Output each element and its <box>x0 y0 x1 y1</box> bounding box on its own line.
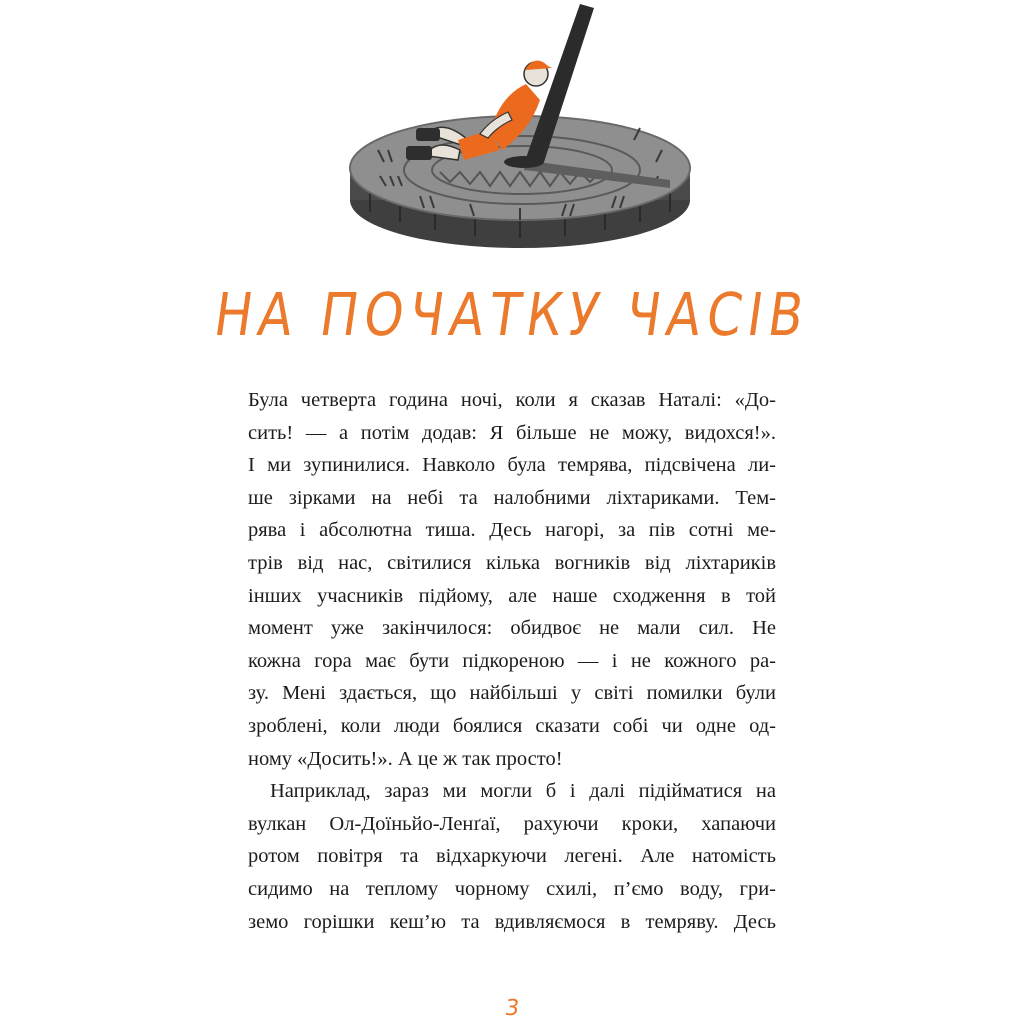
text-line: трів від нас, світилися кілька вогників від ліхтариків <box>248 551 776 574</box>
text-line: сидимо на теплому чорному схилі, п’ємо воду, гри- <box>248 877 776 900</box>
text-line: інших учасників підйому, але наше сходження в той <box>248 584 776 607</box>
text-line: рява і абсолютна тиша. Десь нагорі, за пів сотні ме- <box>248 519 776 542</box>
text-line: ше зірками на небі та налобними ліхтариками. Тем- <box>248 486 776 509</box>
chapter-title: НА ПОЧАТКУ ЧАСІВ <box>210 280 814 350</box>
text-line: зроблені, коли люди боялися сказати собі чи одне од- <box>248 714 776 737</box>
text-line: Наприклад, зараз ми могли б і далі підійматися на <box>270 780 776 803</box>
text-line: земо горішки кеш’ю та вдивляємося в темряву. Десь <box>248 910 776 933</box>
sundial-illustration <box>340 0 700 260</box>
sundial-illustration-icon <box>340 0 700 260</box>
text-line: ному «Досить!». А це ж так просто! <box>248 747 563 770</box>
text-line: І ми зупинилися. Навколо була темрява, підсвічена ли- <box>248 454 776 477</box>
text-line: Була четверта година ночі, коли я сказав Наталі: «До- <box>248 389 776 411</box>
text-line: момент уже закінчилося: обидвоє не мали сил. Не <box>248 617 776 640</box>
text-line: ротом повітря та відхаркуючи легені. Але натомість <box>248 845 776 868</box>
text-line: зу. Мені здається, що найбільші у світі помилки були <box>248 682 776 705</box>
body-text <box>248 384 776 938</box>
text-line: сить! — а потім додав: Я більше не можу, видохся!». <box>248 421 776 444</box>
text-line: кожна гора має бути підкореною — і не кожного ра- <box>248 649 776 672</box>
text-line: вулкан Ол-Доїньйо-Ленґаї, рахуючи кроки, хапаючи <box>248 812 776 835</box>
page-number: 3 <box>503 996 521 1021</box>
